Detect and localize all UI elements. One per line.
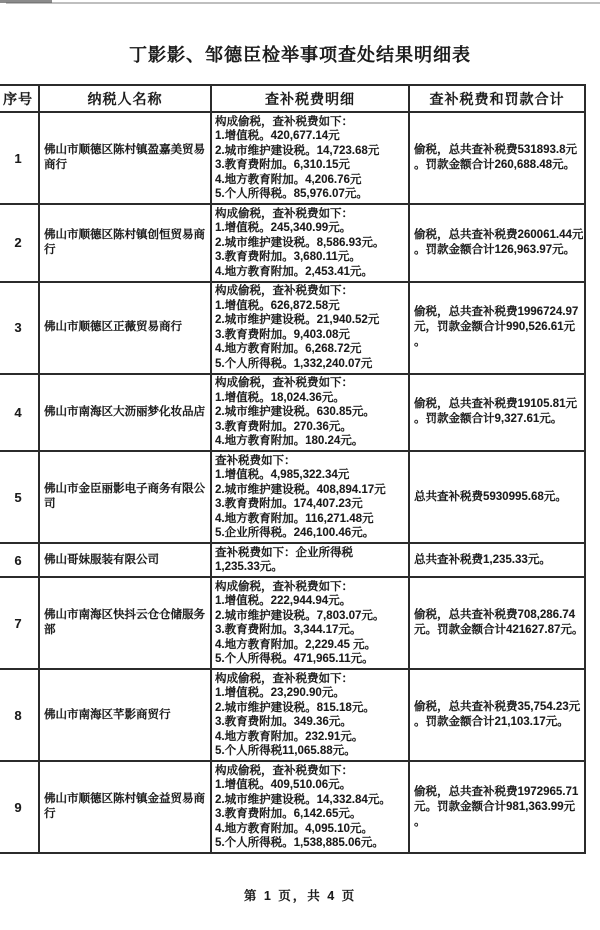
tax-detail-cell [211, 204, 409, 282]
tax-detail-lines: 构成偷税，查补税费如下： 1.增值税。420,677.14元 2.城市维护建设税。14,723.68元 3.教育费附加。6,310.15元 4.地方教育附加。4,206.76元 5.个人所得税。85,976.07元。 [215, 115, 380, 200]
row-number-cell [0, 761, 39, 853]
row-number: 6 [14, 552, 22, 568]
total-lines: 偷税，总共查补税费260061.44元 。罚款金额合计126,963.97元。 [414, 228, 583, 256]
tax-detail-lines: 构成偷税，查补税费如下： 1.增值税。18,024.36元。 2.城市维护建设税。630.85元。 3.教育费附加。270.36元。 4.地方教育附加。180.24元。 [215, 377, 375, 447]
row-number: 2 [14, 235, 22, 251]
result-table [0, 84, 586, 854]
header-tax-and-fine-total: 查补税费和罚款合计 [409, 85, 585, 112]
header-taxpayer-name: 纳税人名称 [39, 85, 211, 112]
tax-detail-cell [211, 669, 409, 761]
table-row [0, 374, 585, 452]
tax-detail-lines: 查补税费如下：企业所得税 1,235.33元。 [215, 546, 353, 573]
taxpayer-name-cell [39, 669, 211, 761]
row-number: 1 [14, 150, 22, 166]
taxpayer-name: 佛山市顺德区陈村镇金益贸易商行 [44, 793, 205, 820]
total-cell [409, 577, 585, 669]
tax-detail-lines: 构成偷税，查补税费如下： 1.增值税。245,340.99元。 2.城市维护建设税。8,586.93元。 3.教育费附加。3,680.11元。 4.地方教育附加。2,453.41元。 [215, 207, 385, 278]
row-number: 4 [14, 404, 22, 420]
table-row [0, 204, 585, 282]
taxpayer-name: 佛山哥妹服装有限公司 [44, 553, 159, 566]
header-serial-number: 序号 [0, 85, 39, 112]
row-number: 8 [14, 707, 22, 723]
tax-detail-cell [211, 374, 409, 452]
table-row [0, 112, 585, 204]
taxpayer-name-cell [39, 543, 211, 577]
row-number-cell [0, 282, 39, 374]
total-lines: 偷税，总共查补税费1972965.71 元。罚款金额合计981,363.99元 。 [414, 785, 579, 828]
table-row [0, 451, 585, 543]
row-number-cell [0, 669, 39, 761]
row-number-cell [0, 577, 39, 669]
total-cell [409, 204, 585, 282]
scan-artifact-line [6, 2, 600, 4]
taxpayer-name-cell [39, 282, 211, 374]
total-lines: 总共查补税费5930995.68元。 [414, 490, 567, 503]
table-row [0, 577, 585, 669]
tax-detail-cell [211, 451, 409, 543]
taxpayer-name-cell [39, 761, 211, 853]
taxpayer-name-cell [39, 577, 211, 669]
page-number-footer: 第 1 页，共 4 页 [243, 889, 357, 903]
tax-detail-lines: 查补税费如下： 1.增值税。4,985,322.34元 2.城市维护建设税。408,894.17元 3.教育费附加。174,407.23元 4.地方教育附加。116,271.48元 5.企业所得税。246,100.46元。 [215, 454, 386, 539]
tax-detail-cell [211, 282, 409, 374]
total-cell [409, 282, 585, 374]
table-row [0, 761, 585, 853]
total-lines: 偷税，总共查补税费708,286.74 元。罚款金额合计421627.87元。 [414, 609, 583, 636]
total-cell [409, 761, 585, 853]
taxpayer-name: 佛山市顺德区正薇贸易商行 [44, 321, 182, 333]
total-cell [409, 543, 585, 577]
taxpayer-name-cell [39, 112, 211, 204]
taxpayer-name-cell [39, 374, 211, 452]
document-title: 丁影影、邹德臣检举事项查处结果明细表 [129, 45, 471, 65]
row-number-cell [0, 374, 39, 452]
taxpayer-name: 佛山市南海区大沥丽梦化妆品店 [44, 405, 205, 418]
tax-detail-cell [211, 761, 409, 853]
row-number: 7 [14, 615, 22, 631]
total-lines: 总共查补税费1,235.33元。 [414, 553, 551, 566]
taxpayer-name-cell [39, 451, 211, 543]
tax-detail-lines: 构成偷税，查补税费如下： 1.增值税。222,944.94元。 2.城市维护建设税。7,803.07元。 3.教育费附加。3,344.17元。 4.地方教育附加。2,229.45 元。 5.个人所得税。471,965.11元。 [215, 580, 385, 665]
tax-detail-lines: 构成偷税，查补税费如下： 1.增值税。23,290.90元。 2.城市维护建设税。815.18元。 3.教育费附加。349.36元。 4.地方教育附加。232.91元。 5.个人所得税11,065.88元。 [215, 672, 375, 757]
row-number-cell [0, 204, 39, 282]
tax-detail-cell [211, 112, 409, 204]
taxpayer-name: 佛山市南海区快抖云仓仓储服务部 [44, 609, 205, 636]
taxpayer-name: 佛山市顺德区陈村镇盈嘉美贸易商行 [44, 144, 205, 171]
tax-detail-lines: 构成偷税，查补税费如下： 1.增值税。409,510.06元。 2.城市维护建设税。14,332.84元。 3.教育费附加。6,142.65元。 4.地方教育附加。4,095.10元。 5.个人所得税。1,538,885.06元。 [215, 764, 391, 849]
taxpayer-name: 佛山市金臣丽影电子商务有限公司 [44, 483, 205, 510]
taxpayer-name-cell [39, 204, 211, 282]
total-cell [409, 669, 585, 761]
total-cell [409, 112, 585, 204]
table-row [0, 282, 585, 374]
row-number: 3 [14, 320, 22, 335]
table-row [0, 669, 585, 761]
row-number-cell [0, 112, 39, 204]
row-number-cell [0, 543, 39, 577]
total-cell [409, 374, 585, 452]
scan-artifact-blob [0, 0, 52, 3]
total-lines: 偷税，总共查补税费531893.8元 。罚款金额合计260,688.48元。 [414, 144, 577, 171]
taxpayer-name: 佛山市南海区芊影商贸行 [44, 708, 171, 721]
table-header-row [0, 85, 585, 112]
row-number: 5 [14, 489, 22, 505]
row-number: 9 [14, 799, 22, 815]
header-tax-detail: 查补税费明细 [211, 85, 409, 112]
total-lines: 偷税，总共查补税费19105.81元 。罚款金额合计9,327.61元。 [414, 398, 577, 426]
table-body [0, 112, 585, 853]
tax-detail-lines: 构成偷税，查补税费如下： 1.增值税。626,872.58元 2.城市维护建设税。21,940.52元 3.教育费附加。9,403.08元 4.地方教育附加。6,268.72元 5.个人所得税。1,332,240.07元 [215, 285, 380, 370]
taxpayer-name: 佛山市顺德区陈村镇创恒贸易商行 [44, 228, 205, 256]
tax-detail-cell [211, 543, 409, 577]
total-lines: 偷税，总共查补税费1996724.97 元，罚款金额合计990,526.61元 。 [414, 306, 579, 348]
tax-detail-cell [211, 577, 409, 669]
table-row [0, 543, 585, 577]
total-lines: 偷税，总共查补税费35,754.23元 。罚款金额合计21,103.17元。 [414, 701, 581, 728]
row-number-cell [0, 451, 39, 543]
total-cell [409, 451, 585, 543]
